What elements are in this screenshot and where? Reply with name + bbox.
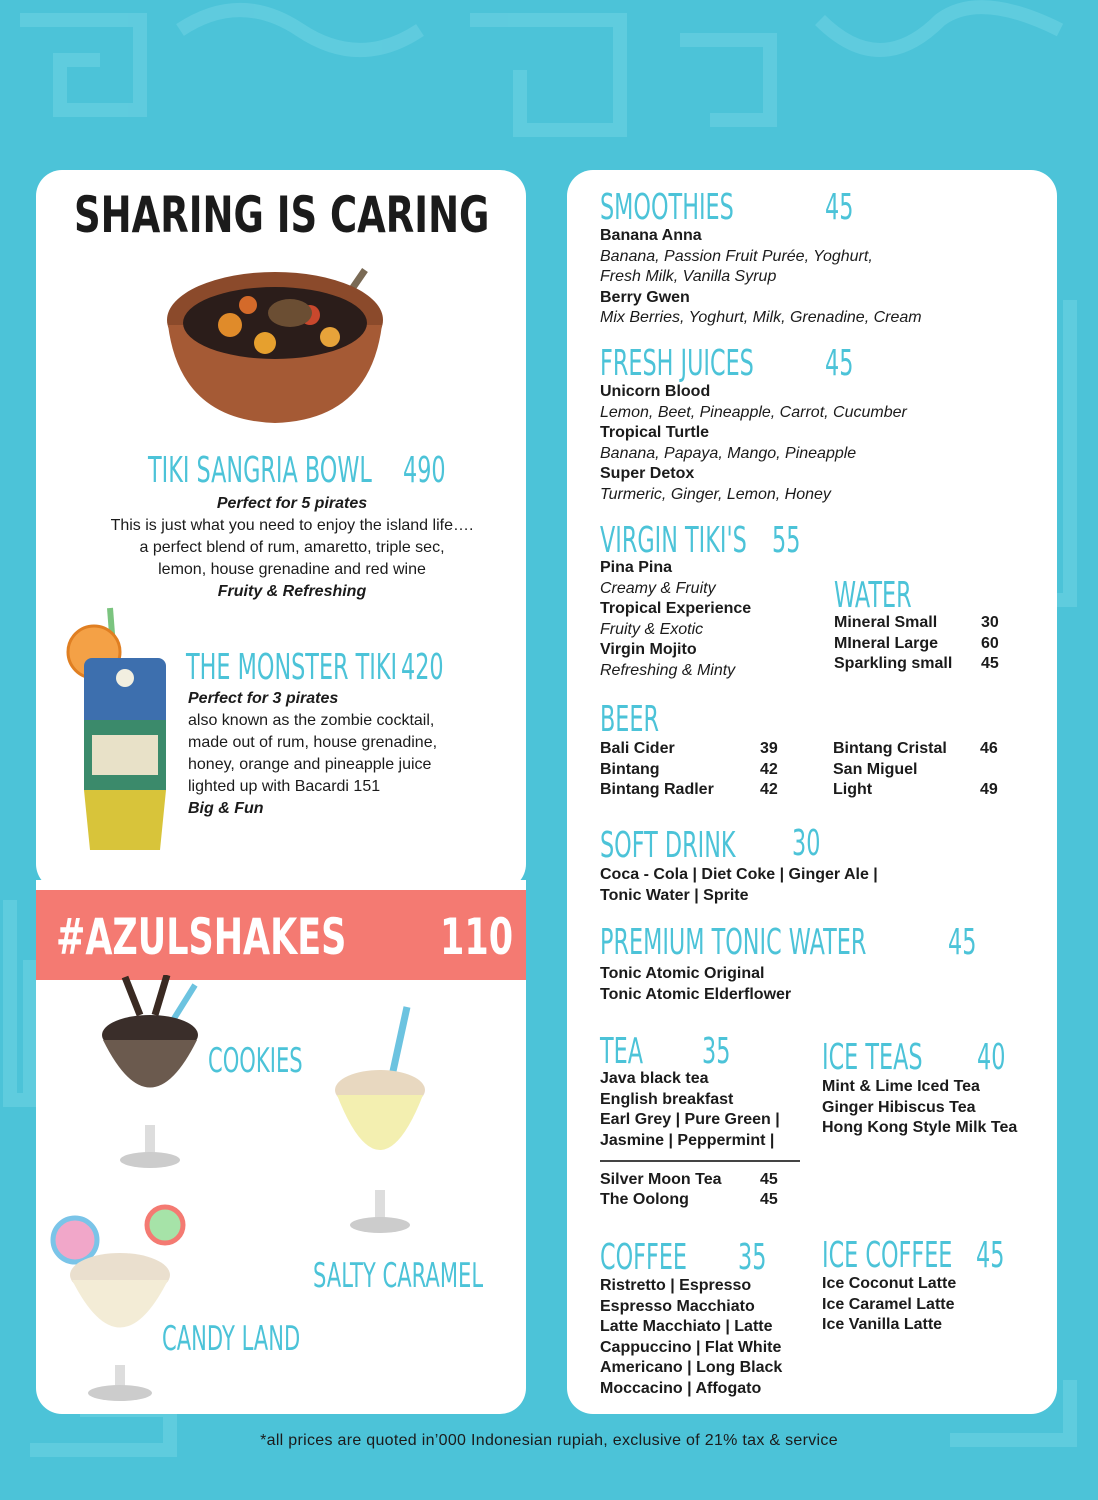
monster-desc-2: made out of rum, house grenadine,: [188, 734, 438, 751]
shakes-title: #AZULSHAKES: [56, 908, 347, 966]
monster-desc-1: also known as the zombie cocktail,: [188, 712, 435, 729]
juice-item-desc: Lemon, Beet, Pineapple, Carrot, Cucumber: [600, 403, 907, 421]
sangria-desc-2: a perfect blend of rum, amaretto, triple sec,: [139, 539, 445, 556]
monster-name-row: [186, 647, 506, 690]
beer-item-name: Light: [833, 781, 873, 798]
sharing-title: SHARING IS CARING: [74, 186, 490, 244]
tea-line: English breakfast: [600, 1090, 734, 1108]
beer-item-name: Bintang Radler: [600, 781, 714, 798]
smoothies-list: [600, 226, 922, 329]
coffee-title: COFFEE: [600, 1237, 688, 1278]
virgin-item-name: Pina Pina: [600, 559, 673, 576]
coffee-line: Moccacino | Affogato: [600, 1379, 762, 1397]
sangria-name: TIKI SANGRIA BOWL: [148, 450, 372, 491]
coffee-line: Ristretto | Espresso: [600, 1277, 752, 1294]
monster-name: THE MONSTER TIKI: [186, 647, 398, 688]
iceteas-price: 40: [977, 1037, 1006, 1078]
tea-extra-price: 45: [760, 1171, 778, 1188]
icetea-line: Ginger Hibiscus Tea: [822, 1098, 976, 1116]
virgin-title: VIRGIN TIKI'S: [600, 520, 747, 561]
cookies-label: COOKIES: [208, 1041, 303, 1081]
tonic-line: Tonic Atomic Elderflower: [600, 985, 792, 1003]
iceteas-list: [822, 1077, 1017, 1139]
smoothie-item-name: Berry Gwen: [600, 288, 690, 306]
monster-tag: Big & Fun: [188, 800, 264, 817]
tea-title: TEA: [600, 1031, 644, 1072]
shakes-price: 110: [440, 908, 514, 966]
water-item-name: Sparkling small: [834, 655, 953, 672]
sangria-name-row: [148, 450, 468, 493]
salty-caramel-label: SALTY CARAMEL: [313, 1256, 484, 1296]
coffee-line: Latte Macchiato | Latte: [600, 1318, 773, 1335]
sangria-desc-3: lemon, house grenadine and red wine: [158, 561, 426, 578]
smoothie-item-desc: Mix Berries, Yoghurt, Milk, Grenadine, Cream: [600, 309, 922, 326]
juices-price: 45: [825, 343, 854, 384]
tea-divider: [600, 1160, 800, 1162]
soft-list: [600, 865, 878, 906]
sangria-bowl-image: [160, 255, 390, 430]
water-item-price: 30: [981, 614, 999, 631]
tea-list: [600, 1069, 780, 1151]
virgin-item-desc: Creamy & Fruity: [600, 579, 716, 597]
monster-price: 420: [401, 647, 444, 688]
icecoffee-title: ICE COFFEE: [822, 1235, 953, 1276]
beer-item-name: Bali Cider: [600, 740, 675, 757]
virgin-item-name: Tropical Experience: [600, 600, 752, 617]
icecoffee-price: 45: [976, 1235, 1005, 1276]
juice-item-desc: Turmeric, Ginger, Lemon, Honey: [600, 485, 831, 503]
water-item-price: 60: [981, 635, 999, 652]
sangria-serves: Perfect for 5 pirates: [216, 495, 368, 512]
water-item-name: Mineral Small: [834, 614, 938, 631]
soft-price: 30: [792, 823, 821, 864]
coffee-list: [600, 1276, 782, 1399]
beer-item-price: 42: [760, 761, 778, 778]
icetea-line: Hong Kong Style Milk Tea: [822, 1119, 1018, 1136]
tea-price: 35: [702, 1031, 731, 1072]
beer-item-price: 39: [760, 740, 778, 757]
monster-tiki-image: [62, 600, 177, 858]
juice-item-name: Super Detox: [600, 465, 695, 482]
beer-item-price: 42: [760, 781, 778, 798]
smoothies-title: SMOOTHIES: [600, 187, 734, 228]
monster-desc-3: honey, orange and pineapple juice: [188, 756, 432, 773]
tea-extra-name: Silver Moon Tea: [600, 1171, 722, 1188]
tea-line: Java black tea: [600, 1070, 709, 1087]
tea-extra-name: The Oolong: [600, 1191, 689, 1208]
soft-title: SOFT DRINK: [600, 825, 736, 866]
virgin-item-name: Virgin Mojito: [600, 641, 697, 658]
smoothie-item-desc: Fresh Milk, Vanilla Syrup: [600, 268, 777, 285]
water-title: WATER: [834, 575, 912, 616]
tonic-line: Tonic Atomic Original: [600, 965, 765, 982]
juices-list: [600, 382, 907, 505]
monster-desc-4: lighted up with Bacardi 151: [188, 778, 381, 795]
virgin-price: 55: [772, 520, 801, 561]
coffee-line: Espresso Macchiato: [600, 1297, 755, 1315]
sangria-desc-1: This is just what you need to enjoy the island life….: [110, 517, 474, 534]
juices-title: FRESH JUICES: [600, 343, 754, 384]
smoothie-item-name: Banana Anna: [600, 227, 702, 244]
beer-item-price: 49: [980, 781, 998, 798]
cookies-shake-image: [95, 975, 205, 1175]
tonic-price: 45: [948, 922, 977, 963]
tea-line: Earl Grey | Pure Green |: [600, 1111, 780, 1128]
water-item-price: 45: [981, 655, 999, 672]
icecoffee-line: Ice Caramel Latte: [822, 1295, 955, 1313]
candy-land-shake-image: [50, 1195, 190, 1405]
coffee-price: 35: [738, 1237, 767, 1278]
tea-extra-price: 45: [760, 1191, 778, 1208]
coffee-line: Americano | Long Black: [600, 1359, 783, 1376]
beer-item-name: Bintang Cristal: [833, 740, 947, 757]
smoothie-item-desc: Banana, Passion Fruit Purée, Yoghurt,: [600, 247, 873, 265]
monster-serves: Perfect for 3 pirates: [188, 690, 339, 707]
tonic-title: PREMIUM TONIC WATER: [600, 922, 867, 963]
virgin-list: [600, 558, 751, 681]
icetea-line: Mint & Lime Iced Tea: [822, 1078, 980, 1095]
beer-item-price: 46: [980, 740, 998, 757]
water-item-name: MIneral Large: [834, 635, 939, 652]
salty-caramel-shake-image: [325, 1005, 435, 1240]
price-footnote: *all prices are quoted in’000 Indonesian rupiah, exclusive of 21% tax & service: [260, 1432, 838, 1449]
tonic-list: [600, 964, 791, 1005]
juice-item-name: Unicorn Blood: [600, 383, 711, 400]
candy-land-label: CANDY LAND: [162, 1319, 301, 1359]
smoothies-price: 45: [825, 187, 854, 228]
virgin-item-desc: Refreshing & Minty: [600, 661, 736, 679]
juice-item-desc: Banana, Papaya, Mango, Pineapple: [600, 444, 857, 462]
icecoffee-list: [822, 1274, 956, 1336]
icecoffee-line: Ice Vanilla Latte: [822, 1316, 943, 1333]
coffee-line: Cappuccino | Flat White: [600, 1338, 782, 1356]
juice-item-name: Tropical Turtle: [600, 424, 710, 441]
sangria-tag: Fruity & Refreshing: [217, 583, 367, 600]
sangria-description: [36, 493, 548, 603]
virgin-item-desc: Fruity & Exotic: [600, 620, 704, 638]
tea-line: Jasmine | Peppermint |: [600, 1131, 775, 1149]
beer-title: BEER: [600, 699, 660, 740]
soft-line: Tonic Water | Sprite: [600, 886, 749, 904]
soft-line: Coca - Cola | Diet Coke | Ginger Ale |: [600, 866, 878, 883]
monster-description: [188, 688, 437, 820]
beer-item-name: San Miguel: [833, 761, 918, 778]
sangria-price: 490: [403, 450, 446, 491]
iceteas-title: ICE TEAS: [822, 1037, 923, 1078]
icecoffee-line: Ice Coconut Latte: [822, 1275, 957, 1292]
beer-item-name: Bintang: [600, 761, 660, 778]
